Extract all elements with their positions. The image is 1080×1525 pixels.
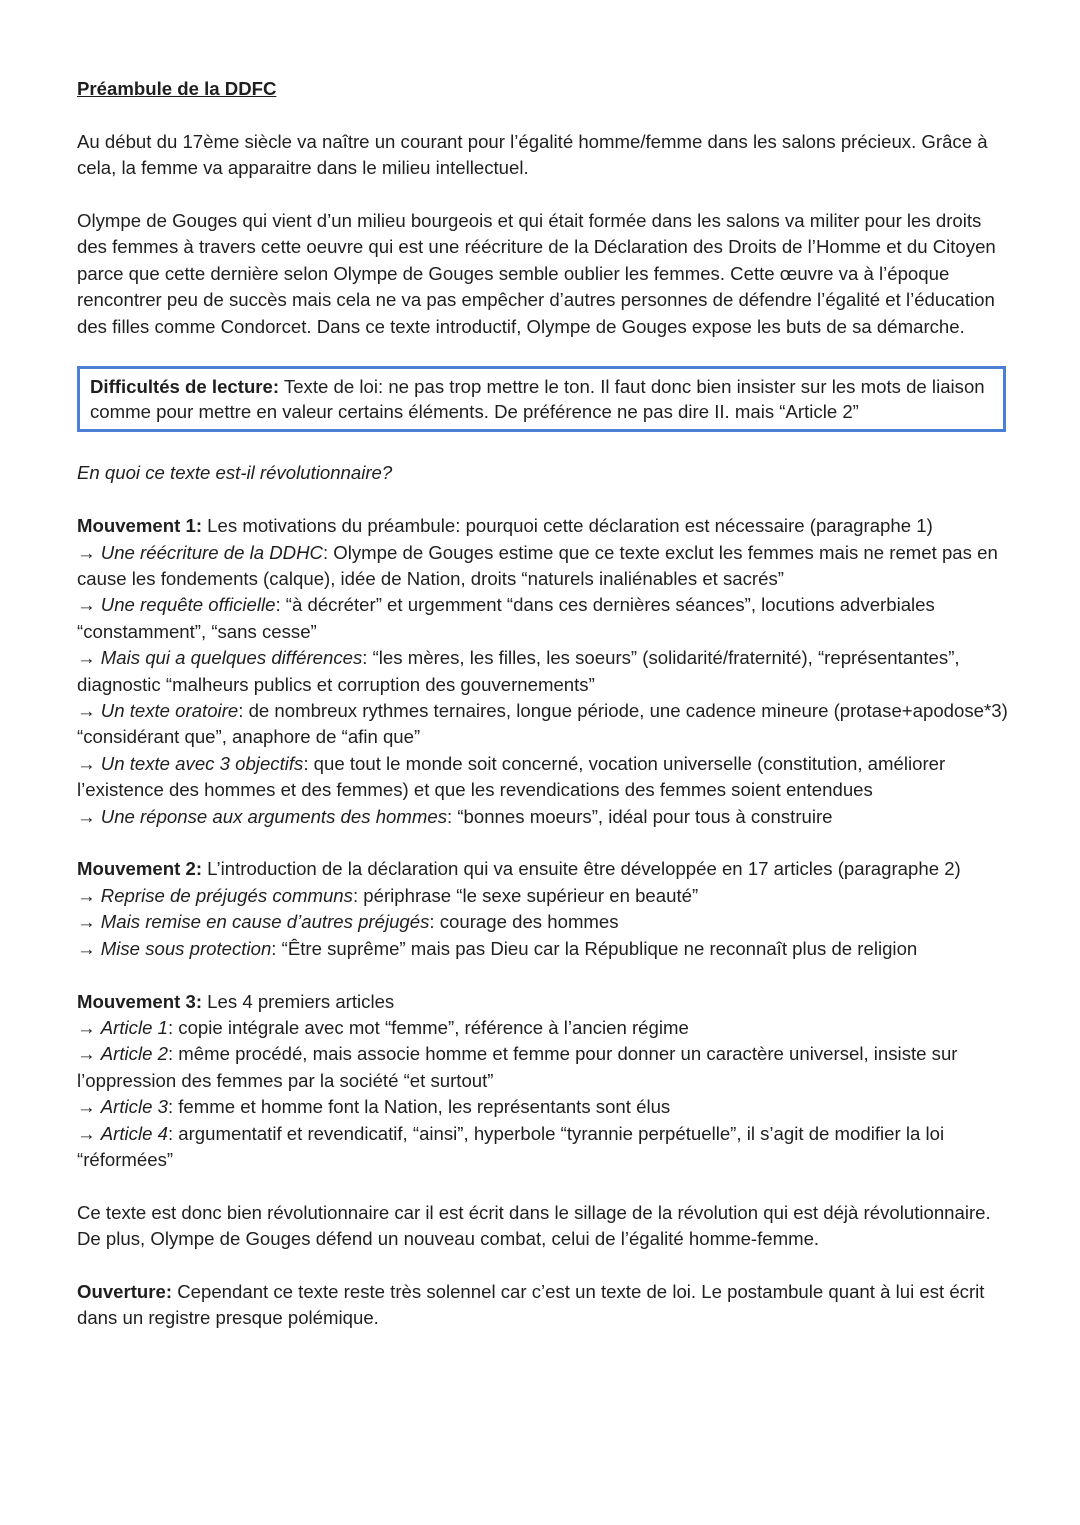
movement-1-label: Mouvement 1: — [77, 515, 203, 537]
ouverture-label: Ouverture: — [77, 1280, 173, 1302]
arrow-icon: → — [77, 1122, 96, 1144]
arrow-icon: → — [77, 884, 96, 906]
movement-1-item — [77, 751, 1012, 804]
movement-2-section — [77, 856, 1012, 962]
arrow-icon: → — [77, 541, 96, 563]
movement-1-item — [77, 645, 1012, 698]
movement-2-item — [77, 909, 1012, 935]
movement-3-item-title: Article 1 — [100, 1016, 168, 1038]
ouverture-text: Cependant ce texte reste très solennel car c’est un texte de loi. Le postambule quant à lui est écrit dans un registre presque polémique. — [77, 1280, 985, 1329]
conclusion-paragraph: Ce texte est donc bien révolutionnaire car il est écrit dans le sillage de la révolution qui est déjà révolutionnaire. De plus, Olympe de Gouges défend un nouveau combat, celui de l’égalité homme-femme. — [77, 1201, 991, 1250]
ouverture-paragraph — [77, 1279, 1012, 1332]
movement-1-heading — [77, 513, 1012, 539]
reading-difficulties-text: Texte de loi: ne pas trop mettre le ton. Il faut donc bien insister sur les mots de liaison comme pour mettre en valeur certains éléments. De préférence ne pas dire II. mais “Article 2” — [90, 376, 985, 422]
movement-2-heading — [77, 856, 1012, 882]
movement-2-item-title: Mais remise en cause d’autres préjugés — [100, 911, 430, 933]
movement-3-item — [77, 1041, 1012, 1094]
movement-1-item-text: : de nombreux rythmes ternaires, longue période, une cadence mineure (protase+apodose*3) “considérant que”, anaphore de “afin que” — [77, 700, 1008, 748]
movement-3-item-title: Article 4 — [100, 1122, 168, 1144]
arrow-icon: → — [77, 937, 96, 959]
arrow-icon: → — [77, 700, 96, 722]
movement-2-item-text: : “Être suprême” mais pas Dieu car la République ne reconnaît plus de religion — [271, 937, 918, 959]
movement-1-item-text: : “les mères, les filles, les soeurs” (solidarité/fraternité), “représentantes”, diagnostic “malheurs publics et corruption des gouvernements” — [77, 647, 960, 695]
movement-2-item-text: : périphrase “le sexe supérieur en beauté” — [352, 884, 699, 906]
movement-3-item-text: : argumentatif et revendicatif, “ainsi”, hyperbole “tyrannie perpétuelle”, il s’agit de modifier la loi “réformées” — [77, 1122, 945, 1170]
arrow-icon: → — [77, 594, 96, 616]
arrow-icon: → — [77, 1096, 96, 1118]
reading-difficulties-box — [77, 366, 1006, 432]
movement-3-text: Les 4 premiers articles — [202, 990, 395, 1012]
arrow-icon: → — [77, 911, 96, 933]
movement-3-heading — [77, 989, 1012, 1015]
intro-paragraph-1: Au début du 17ème siècle va naître un courant pour l’égalité homme/femme dans les salons précieux. Grâce à cela, la femme va apparaitre dans le milieu intellectuel. — [77, 130, 988, 179]
movement-3-item-text: : femme et homme font la Nation, les représentants sont élus — [167, 1096, 671, 1118]
arrow-icon: → — [77, 1016, 96, 1038]
movement-1-section — [77, 513, 1012, 830]
movement-1-item-text: : que tout le monde soit concerné, vocation universelle (constitution, améliorer l’existence des hommes et des femmes) et que les revendications des femmes soient entendues — [77, 752, 946, 801]
document-page — [77, 76, 1012, 1358]
movement-1-item-title: Mais qui a quelques différences — [100, 647, 363, 669]
reading-difficulties-label: Difficultés de lecture: — [90, 376, 280, 398]
movement-1-item-title: Une requête officielle — [100, 594, 276, 616]
movement-3-item — [77, 1121, 1012, 1174]
movement-2-item — [77, 936, 1012, 962]
movement-1-item-text: : “bonnes moeurs”, idéal pour tous à construire — [447, 805, 833, 827]
movement-3-item-title: Article 3 — [100, 1096, 168, 1118]
movement-3-item — [77, 1015, 1012, 1041]
movement-1-item-text: : Olympe de Gouges estime que ce texte exclut les femmes mais ne remet pas en cause les fondements (calque), idée de Nation, droits “naturels inaliénables et sacrés” — [77, 541, 998, 590]
arrow-icon: → — [77, 752, 96, 774]
movement-1-item-text: : “à décréter” et urgemment “dans ces dernières séances”, locutions adverbiales “constamment”, “sans cesse” — [77, 594, 935, 642]
movement-2-item-text: : courage des hommes — [429, 911, 619, 933]
movement-2-item-title: Reprise de préjugés communs — [100, 884, 353, 906]
movement-3-label: Mouvement 3: — [77, 990, 203, 1012]
movement-3-item — [77, 1094, 1012, 1120]
movement-1-item — [77, 698, 1012, 751]
movement-1-item — [77, 540, 1012, 593]
movement-2-item — [77, 883, 1012, 909]
movement-1-item-title: Un texte oratoire — [100, 700, 239, 722]
movement-1-item-title: Une réécriture de la DDHC — [100, 541, 323, 563]
movement-3-item-title: Article 2 — [100, 1043, 168, 1065]
arrow-icon: → — [77, 805, 96, 827]
arrow-icon: → — [77, 1043, 96, 1065]
movement-1-text: Les motivations du préambule: pourquoi cette déclaration est nécessaire (paragraphe 1) — [202, 515, 933, 537]
movement-3-item-text: : même procédé, mais associe homme et femme pour donner un caractère universel, insiste sur l’oppression des femmes par la société “et surtout” — [77, 1043, 958, 1091]
intro-paragraph-2: Olympe de Gouges qui vient d’un milieu bourgeois et qui était formée dans les salons va militer pour les droits des femmes à travers cette oeuvre qui est une réécriture de la Déclaration des Droits de l’Homme et du Citoyen parce que cette dernière selon Olympe de Gouges semble oublier les femmes. Cette œuvre va à l’époque rencontrer peu de succès mais cela ne va pas empêcher d’autres personnes de défendre l’égalité et l’éducation des filles comme Condorcet. Dans ce texte introductif, Olympe de Gouges expose les buts de sa démarche. — [77, 210, 996, 337]
movement-1-item-title: Une réponse aux arguments des hommes — [100, 805, 448, 827]
movement-2-label: Mouvement 2: — [77, 858, 203, 880]
movement-1-item — [77, 592, 1012, 645]
problematic-question: En quoi ce texte est-il révolutionnaire? — [77, 462, 393, 484]
movement-1-item-title: Un texte avec 3 objectifs — [100, 752, 304, 774]
movement-3-section — [77, 989, 1012, 1174]
movement-1-item — [77, 804, 1012, 830]
document-title: Préambule de la DDFC — [77, 78, 277, 99]
arrow-icon: → — [77, 647, 96, 669]
movement-2-text: L’introduction de la déclaration qui va ensuite être développée en 17 articles (paragraphe 2) — [202, 858, 961, 880]
movement-3-item-text: : copie intégrale avec mot “femme”, référence à l’ancien régime — [167, 1016, 689, 1038]
movement-2-item-title: Mise sous protection — [100, 937, 272, 959]
